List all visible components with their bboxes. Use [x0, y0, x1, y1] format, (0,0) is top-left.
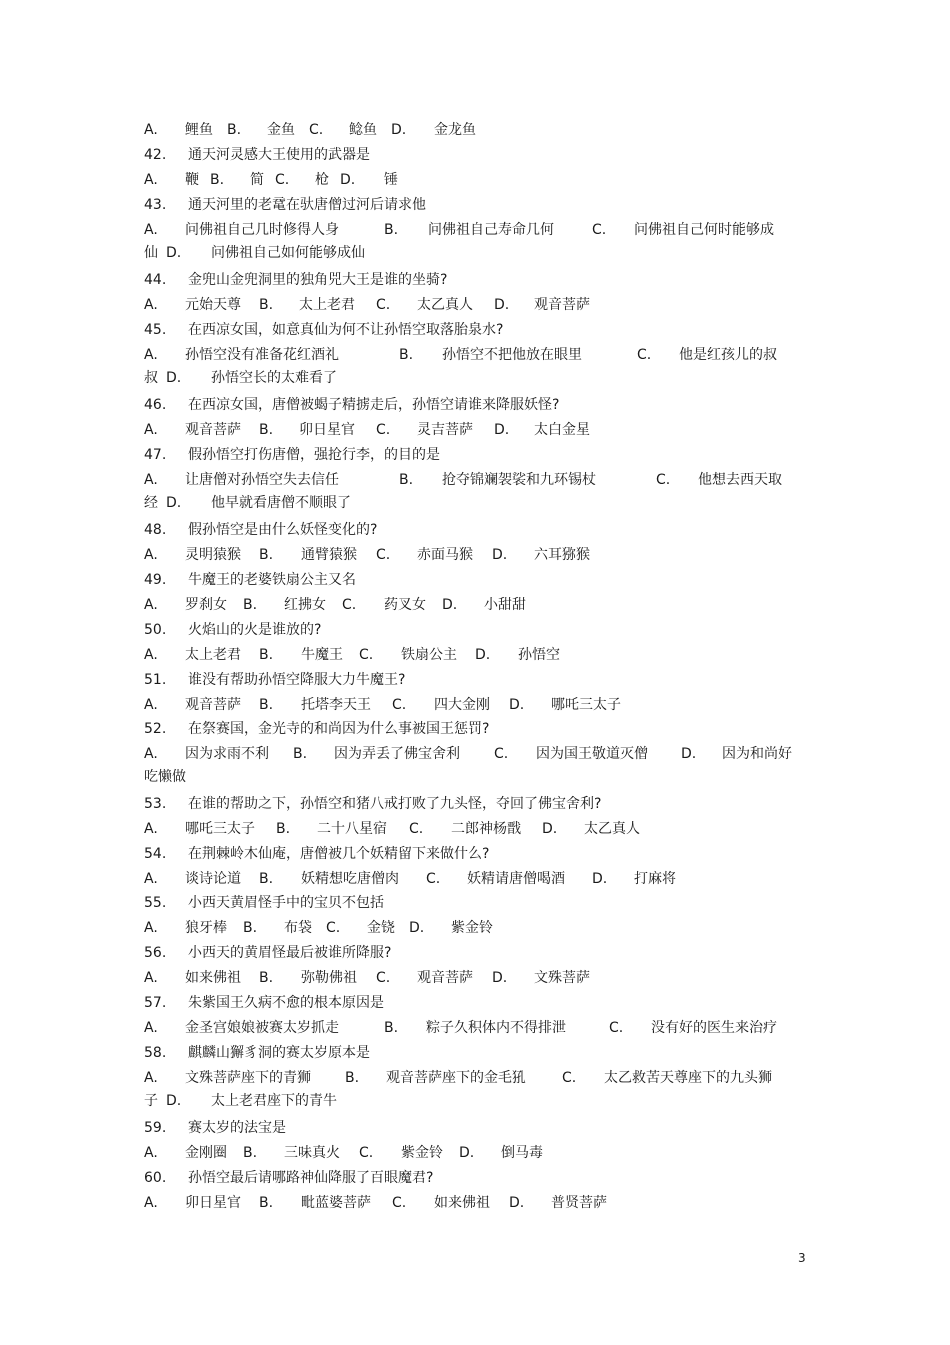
option-c: C.	[609, 1020, 624, 1036]
answer-line-continued	[144, 243, 804, 263]
option-a: A.	[144, 871, 158, 887]
question-line	[144, 1118, 804, 1138]
option-b-text: 简	[250, 172, 264, 188]
option-a-text: 让唐僧对孙悟空失去信任	[185, 472, 339, 488]
option-c: C.	[359, 647, 374, 663]
option-a-text: 元始天尊	[185, 297, 241, 313]
question-text: 金兜山金兜洞里的独角兕大王是谁的坐骑?	[188, 272, 448, 288]
option-b: B.	[259, 422, 274, 438]
question-number: 44.	[144, 272, 167, 288]
option-c: C.	[376, 422, 391, 438]
question-number: 49.	[144, 572, 167, 588]
option-c: C.	[376, 547, 391, 563]
answer-line	[144, 819, 804, 839]
option-b: B.	[243, 920, 258, 936]
option-d: D.	[492, 547, 508, 563]
question-text: 在西凉女国，唐僧被蝎子精掳走后，孙悟空请谁来降服妖怪?	[188, 397, 560, 413]
option-b: B.	[399, 472, 414, 488]
option-d: D.	[592, 871, 608, 887]
option-d: D.	[166, 495, 182, 511]
option-d: D.	[681, 746, 697, 762]
option-d-text: 六耳猕猴	[534, 547, 590, 563]
option-a-text: 鲤鱼	[185, 122, 213, 138]
option-d-text: 太上老君座下的青牛	[211, 1093, 337, 1109]
option-c-text: 金铙	[367, 920, 395, 936]
question-line	[144, 570, 804, 590]
question-number: 52.	[144, 721, 167, 737]
option-b-text: 金鱼	[267, 122, 295, 138]
option-c: C.	[392, 697, 407, 713]
option-a-text: 问佛祖自己几时修得人身	[185, 222, 339, 238]
answer-line	[144, 918, 804, 938]
question-text: 麒麟山獬豸洞的赛太岁原本是	[188, 1045, 370, 1061]
option-a-text: 如来佛祖	[185, 970, 241, 986]
page-number: 3	[798, 1251, 806, 1265]
question-number: 60.	[144, 1170, 167, 1186]
option-c-text-cont: 叔	[144, 370, 158, 386]
question-line	[144, 195, 804, 215]
option-a: A.	[144, 422, 158, 438]
option-a: A.	[144, 122, 158, 138]
option-a-text: 哪吒三太子	[185, 821, 255, 837]
answer-line	[144, 695, 804, 715]
option-a: A.	[144, 472, 158, 488]
question-line	[144, 1168, 804, 1188]
option-a: A.	[144, 697, 158, 713]
option-d: D.	[409, 920, 425, 936]
option-c-text: 太乙真人	[417, 297, 473, 313]
option-b-text: 太上老君	[299, 297, 355, 313]
option-c-text: 鲶鱼	[349, 122, 377, 138]
option-b-text: 问佛祖自己寿命几何	[428, 222, 554, 238]
option-c: C.	[326, 920, 341, 936]
answer-line-continued	[144, 1091, 804, 1111]
answer-line	[144, 1018, 804, 1038]
option-b-text: 卯日星官	[299, 422, 355, 438]
option-b-text: 通臂猿猴	[301, 547, 357, 563]
question-line	[144, 620, 804, 640]
option-c-text: 他想去西天取	[698, 472, 782, 488]
option-c: C.	[376, 297, 391, 313]
option-d: D.	[166, 1093, 182, 1109]
option-c: C.	[592, 222, 607, 238]
answer-line	[144, 420, 804, 440]
answer-line	[144, 220, 804, 240]
option-a-text: 文殊菩萨座下的青狮	[185, 1070, 311, 1086]
question-line	[144, 844, 804, 864]
option-b: B.	[243, 1145, 258, 1161]
option-d: D.	[492, 970, 508, 986]
option-c-text: 问佛祖自己何时能够成	[634, 222, 774, 238]
question-number: 53.	[144, 796, 167, 812]
option-d-text: 观音菩萨	[534, 297, 590, 313]
option-a-text: 灵明猿猴	[185, 547, 241, 563]
question-text: 通天河灵感大王使用的武器是	[188, 147, 370, 163]
answer-line	[144, 645, 804, 665]
answer-line	[144, 170, 804, 190]
question-text: 朱紫国王久病不愈的根本原因是	[188, 995, 384, 1011]
question-number: 56.	[144, 945, 167, 961]
option-a: A.	[144, 347, 158, 363]
option-a: A.	[144, 1195, 158, 1211]
option-a: A.	[144, 297, 158, 313]
option-d-text-cont: 吃懒做	[144, 769, 186, 785]
question-line	[144, 145, 804, 165]
option-b: B.	[276, 821, 291, 837]
option-a-text: 太上老君	[185, 647, 241, 663]
option-b: B.	[210, 172, 225, 188]
option-a-text: 卯日星官	[185, 1195, 241, 1211]
question-number: 48.	[144, 522, 167, 538]
option-d-text: 金龙鱼	[434, 122, 476, 138]
option-a: A.	[144, 172, 158, 188]
option-a: A.	[144, 746, 158, 762]
option-d-text: 锤	[384, 172, 398, 188]
question-number: 55.	[144, 895, 167, 911]
question-line	[144, 943, 804, 963]
option-a: A.	[144, 1070, 158, 1086]
option-b-text: 弥勒佛祖	[301, 970, 357, 986]
option-b: B.	[259, 647, 274, 663]
option-d-text: 他早就看唐僧不顺眼了	[211, 495, 351, 511]
option-b-text: 牛魔王	[301, 647, 343, 663]
option-a-text: 金圣宫娘娘被赛太岁抓走	[185, 1020, 339, 1036]
question-text: 谁没有帮助孙悟空降服大力牛魔王?	[188, 672, 406, 688]
option-d: D.	[340, 172, 356, 188]
option-d: D.	[166, 370, 182, 386]
option-b-text: 粽子久积体内不得排泄	[426, 1020, 566, 1036]
option-d-text: 倒马毒	[501, 1145, 543, 1161]
question-number: 50.	[144, 622, 167, 638]
question-number: 43.	[144, 197, 167, 213]
option-b: B.	[259, 697, 274, 713]
option-c: C.	[409, 821, 424, 837]
option-d-text: 紫金铃	[451, 920, 493, 936]
option-d-text: 哪吒三太子	[551, 697, 621, 713]
question-number: 46.	[144, 397, 167, 413]
option-c: C.	[656, 472, 671, 488]
answer-line	[144, 470, 804, 490]
option-c-text: 枪	[315, 172, 329, 188]
option-c: C.	[637, 347, 652, 363]
option-c: C.	[562, 1070, 577, 1086]
question-number: 54.	[144, 846, 167, 862]
answer-line	[144, 545, 804, 565]
option-b: B.	[384, 1020, 399, 1036]
option-b-text: 布袋	[284, 920, 312, 936]
option-c: C.	[309, 122, 324, 138]
option-d: D.	[494, 297, 510, 313]
option-a: A.	[144, 1145, 158, 1161]
option-b: B.	[243, 597, 258, 613]
option-c-text: 灵吉菩萨	[417, 422, 473, 438]
question-text: 孙悟空最后请哪路神仙降服了百眼魔君?	[188, 1170, 434, 1186]
question-text: 假孙悟空打伤唐僧，强抢行李，的目的是	[188, 447, 440, 463]
question-text: 小西天的黄眉怪最后被谁所降服?	[188, 945, 392, 961]
option-a-text: 罗刹女	[185, 597, 227, 613]
answer-line	[144, 120, 804, 140]
option-b: B.	[293, 746, 308, 762]
option-a: A.	[144, 1020, 158, 1036]
option-c: C.	[376, 970, 391, 986]
question-line	[144, 1043, 804, 1063]
question-line	[144, 993, 804, 1013]
option-d-text: 太白金星	[534, 422, 590, 438]
option-a-text: 鞭	[185, 172, 199, 188]
question-number: 42.	[144, 147, 167, 163]
option-b: B.	[345, 1070, 360, 1086]
option-a: A.	[144, 597, 158, 613]
question-text: 在西凉女国，如意真仙为何不让孙悟空取落胎泉水?	[188, 322, 504, 338]
option-b: B.	[399, 347, 414, 363]
option-c: C.	[275, 172, 290, 188]
question-number: 47.	[144, 447, 167, 463]
option-d: D.	[494, 422, 510, 438]
answer-line-continued	[144, 493, 804, 513]
answer-line	[144, 345, 804, 365]
question-number: 57.	[144, 995, 167, 1011]
option-c-text-cont: 仙	[144, 245, 158, 261]
option-c-text: 观音菩萨	[417, 970, 473, 986]
question-line	[144, 893, 804, 913]
option-b-text: 托塔李天王	[301, 697, 371, 713]
question-text: 在祭赛国，金光寺的和尚因为什么事被国王惩罚?	[188, 721, 490, 737]
answer-line	[144, 1143, 804, 1163]
option-a-text: 观音菩萨	[185, 697, 241, 713]
option-c-text: 因为国王敬道灭僧	[536, 746, 648, 762]
question-line	[144, 395, 804, 415]
option-a: A.	[144, 547, 158, 563]
option-c-text: 紫金铃	[401, 1145, 443, 1161]
option-d-text: 问佛祖自己如何能够成仙	[211, 245, 365, 261]
option-b-text: 红拂女	[284, 597, 326, 613]
option-d: D.	[509, 697, 525, 713]
option-a-text: 金刚圈	[185, 1145, 227, 1161]
option-b-text: 抢夺锦斓袈裟和九环锡杖	[442, 472, 596, 488]
answer-line	[144, 1193, 804, 1213]
option-a-text: 谈诗论道	[185, 871, 241, 887]
option-d: D.	[166, 245, 182, 261]
option-c-text: 二郎神杨戬	[451, 821, 521, 837]
option-b: B.	[259, 297, 274, 313]
option-b-text: 因为弄丢了佛宝舍利	[334, 746, 460, 762]
option-c-text: 铁扇公主	[401, 647, 457, 663]
option-c-text-cont: 子	[144, 1093, 158, 1109]
option-d-text: 打麻将	[634, 871, 676, 887]
option-b: B.	[259, 1195, 274, 1211]
option-a-text: 孙悟空没有准备花红酒礼	[185, 347, 339, 363]
question-line	[144, 719, 804, 739]
question-line	[144, 445, 804, 465]
option-b-text: 三味真火	[284, 1145, 340, 1161]
question-text: 通天河里的老鼋在驮唐僧过河后请求他	[188, 197, 426, 213]
option-b-text: 妖精想吃唐僧肉	[301, 871, 399, 887]
option-c-text: 没有好的医生来治疗	[651, 1020, 777, 1036]
option-c: C.	[494, 746, 509, 762]
option-d: D.	[475, 647, 491, 663]
question-number: 51.	[144, 672, 167, 688]
answer-line	[144, 1068, 804, 1088]
question-line	[144, 520, 804, 540]
question-number: 59.	[144, 1120, 167, 1136]
option-d: D.	[542, 821, 558, 837]
option-a-text: 观音菩萨	[185, 422, 241, 438]
option-c-text: 药叉女	[384, 597, 426, 613]
answer-line-continued	[144, 368, 804, 388]
question-number: 58.	[144, 1045, 167, 1061]
option-c: C.	[392, 1195, 407, 1211]
option-d: D.	[442, 597, 458, 613]
answer-line	[144, 295, 804, 315]
question-text: 在谁的帮助之下，孙悟空和猪八戒打败了九头怪，夺回了佛宝舍利?	[188, 796, 602, 812]
option-c-text-cont: 经	[144, 495, 158, 511]
question-line	[144, 670, 804, 690]
option-b: B.	[227, 122, 242, 138]
answer-line	[144, 968, 804, 988]
option-b-text: 观音菩萨座下的金毛犼	[386, 1070, 526, 1086]
option-d-text: 太乙真人	[584, 821, 640, 837]
option-c-text: 如来佛祖	[434, 1195, 490, 1211]
question-text: 假孙悟空是由什么妖怪变化的?	[188, 522, 378, 538]
option-a: A.	[144, 970, 158, 986]
option-d-text: 小甜甜	[484, 597, 526, 613]
option-d-text: 因为和尚好	[722, 746, 792, 762]
option-d-text: 普贤菩萨	[551, 1195, 607, 1211]
question-text: 在荆棘岭木仙庵，唐僧被几个妖精留下来做什么?	[188, 846, 490, 862]
answer-line	[144, 595, 804, 615]
option-d-text: 孙悟空长的太难看了	[211, 370, 337, 386]
option-a: A.	[144, 920, 158, 936]
question-text: 赛太岁的法宝是	[188, 1120, 286, 1136]
option-c-text: 他是红孩儿的叔	[679, 347, 777, 363]
answer-line	[144, 744, 804, 764]
option-a: A.	[144, 222, 158, 238]
option-c-text: 太乙救苦天尊座下的九头狮	[604, 1070, 772, 1086]
option-b-text: 二十八星宿	[317, 821, 387, 837]
option-c-text: 妖精请唐僧喝酒	[467, 871, 565, 887]
option-b: B.	[259, 547, 274, 563]
option-b: B.	[259, 970, 274, 986]
option-a: A.	[144, 647, 158, 663]
option-c: C.	[426, 871, 441, 887]
option-a-text: 因为求雨不利	[185, 746, 269, 762]
option-d: D.	[459, 1145, 475, 1161]
option-a: A.	[144, 821, 158, 837]
option-c: C.	[359, 1145, 374, 1161]
option-d: D.	[391, 122, 407, 138]
option-b-text: 孙悟空不把他放在眼里	[442, 347, 582, 363]
option-a-text: 狼牙棒	[185, 920, 227, 936]
option-b: B.	[259, 871, 274, 887]
option-c-text: 赤面马猴	[417, 547, 473, 563]
option-d-text: 孙悟空	[518, 647, 560, 663]
question-line	[144, 320, 804, 340]
option-b-text: 毗蓝婆菩萨	[301, 1195, 371, 1211]
question-text: 小西天黄眉怪手中的宝贝不包括	[188, 895, 384, 911]
option-b: B.	[384, 222, 399, 238]
question-line	[144, 270, 804, 290]
option-c-text: 四大金刚	[434, 697, 490, 713]
option-d: D.	[509, 1195, 525, 1211]
option-c: C.	[342, 597, 357, 613]
option-d-text: 文殊菩萨	[534, 970, 590, 986]
question-line	[144, 794, 804, 814]
question-text: 牛魔王的老婆铁扇公主又名	[188, 572, 356, 588]
answer-line	[144, 869, 804, 889]
answer-line-continued	[144, 767, 804, 787]
question-number: 45.	[144, 322, 167, 338]
question-text: 火焰山的火是谁放的?	[188, 622, 322, 638]
